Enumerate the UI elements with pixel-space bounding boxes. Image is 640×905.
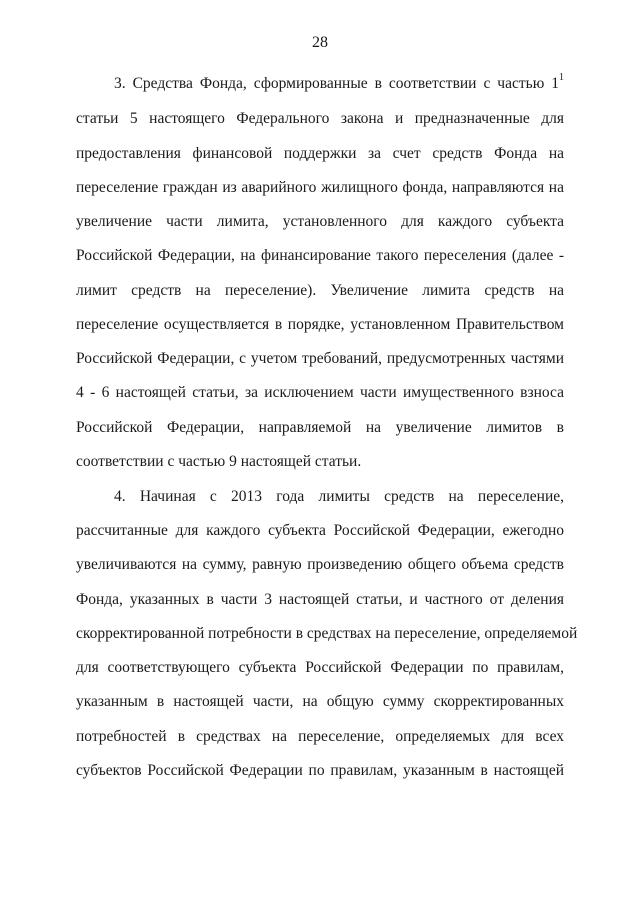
paragraph-3-line-6: Российской Федерации, на финансирование такого переселения (далее -: [76, 247, 564, 264]
paragraph-3-line-8: переселение осуществляется в порядке, установленном Правительством: [76, 316, 564, 333]
paragraph-4-line-9: субъектов Российской Федерации по правилам, указанным в настоящей: [76, 762, 564, 779]
paragraph-3-line-3: предоставления финансовой поддержки за счет средств Фонда на: [76, 145, 564, 162]
paragraph-3-line-5: увеличение части лимита, установленного для каждого субъекта: [76, 213, 564, 230]
paragraph-4-line-3: увеличиваются на сумму, равную произведению общего объема средств: [76, 556, 564, 573]
paragraph-4-line-6: для соответствующего субъекта Российской Федерации по правилам,: [76, 659, 564, 676]
page-number: 28: [312, 34, 328, 51]
paragraph-4-line-7: указанным в настоящей части, на общую сумму скорректированных: [76, 693, 564, 710]
paragraph-3-line-9: Российской Федерации, с учетом требований, предусмотренных частями: [76, 350, 564, 367]
paragraph-3-line-10: 4 - 6 настоящей статьи, за исключением части имущественного взноса: [76, 384, 564, 401]
paragraph-4-line-8: потребностей в средствах на переселение, определяемых для всех: [76, 728, 564, 745]
paragraph-3-line-2: статьи 5 настоящего Федерального закона и предназначенные для: [76, 110, 564, 127]
paragraph-4-line-2: рассчитанные для каждого субъекта Российской Федерации, ежегодно: [76, 522, 564, 539]
paragraph-4-line-1: 4. Начиная с 2013 года лимиты средств на переселение,: [114, 488, 564, 505]
superscript-marker: 1: [559, 71, 564, 83]
paragraph-3-line-12: соответствии с частью 9 настоящей статьи.: [76, 453, 362, 470]
paragraph-3-line-11: Российской Федерации, направляемой на увеличение лимитов в: [76, 419, 564, 436]
paragraph-3-line-1: [114, 71, 564, 94]
paragraph-3-line-4: переселение граждан из аварийного жилищного фонда, направляются на: [76, 179, 564, 196]
paragraph-4-line-4: Фонда, указанных в части 3 настоящей статьи, и частного от деления: [76, 591, 564, 608]
paragraph-3-line-7: лимит средств на переселение). Увеличение лимита средств на: [76, 282, 564, 299]
paragraph-3-line-1-text: 3. Средства Фонда, сформированные в соответствии с частью 1: [114, 75, 559, 92]
paragraph-4-line-5: скорректированной потребности в средствах на переселение, определяемой: [76, 625, 578, 642]
